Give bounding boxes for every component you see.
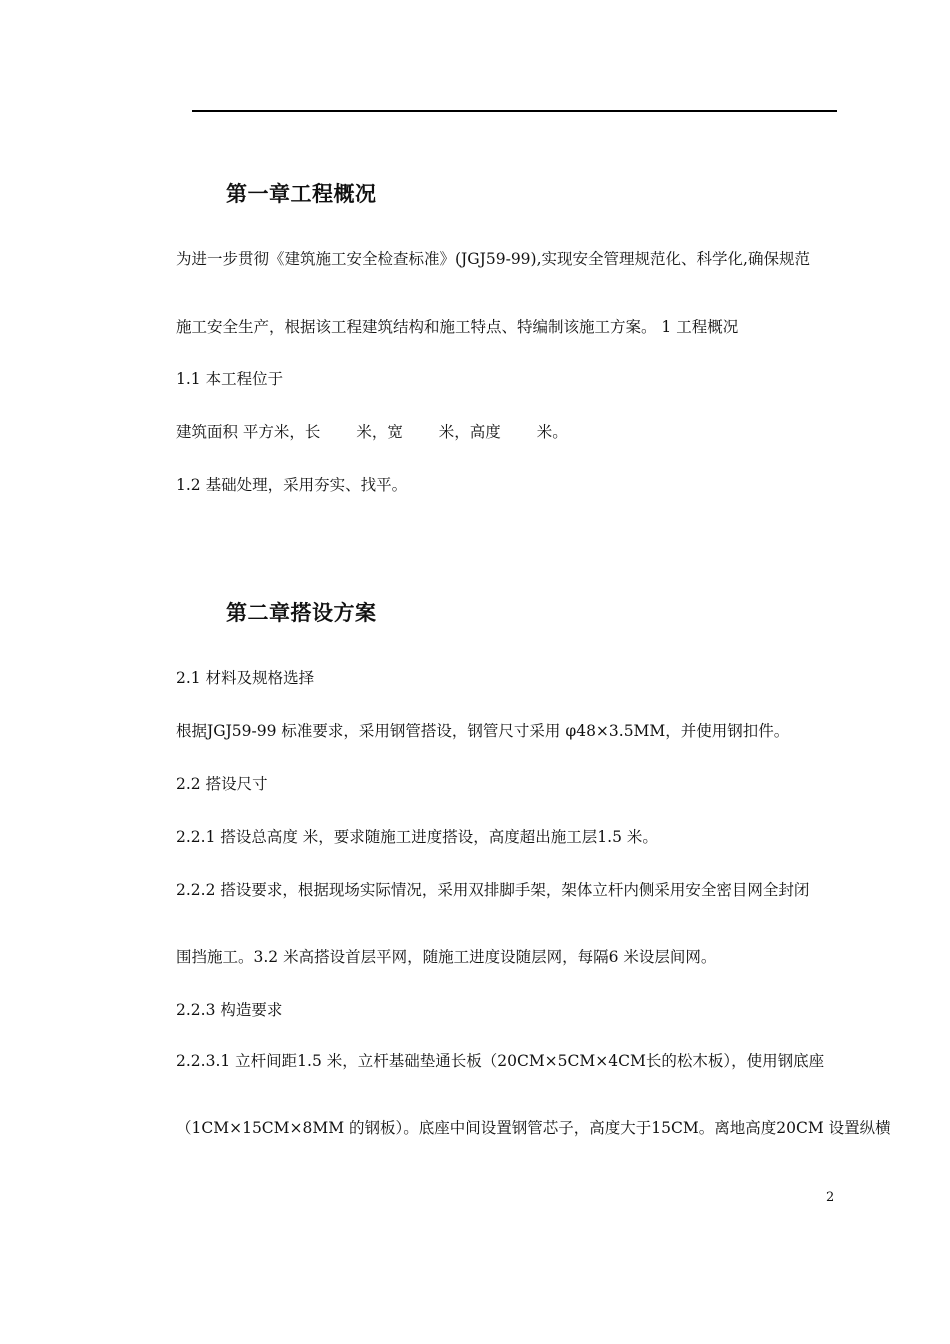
chapter-1-line-5: 1.2 基础处理，采用夯实、找平。 xyxy=(176,476,408,494)
chapter-2-line-4: 2.2.1 搭设总高度 米，要求随施工进度搭设，高度超出施工层1.5 米。 xyxy=(176,828,658,846)
chapter-2-line-3: 2.2 搭设尺寸 xyxy=(176,775,268,793)
chapter-1-line-4: 建筑面积 平方米，长 米，宽 米，高度 米。 xyxy=(176,423,568,441)
chapter-2-line-6: 围挡施工。3.2 米高搭设首层平网，随施工进度设随层网，每隔6 米设层间网。 xyxy=(176,948,717,966)
header-rule xyxy=(192,110,837,112)
page-number: 2 xyxy=(826,1190,835,1205)
chapter-2-line-7: 2.2.3 构造要求 xyxy=(176,1001,283,1019)
chapter-2-line-2: 根据JGJ59-99 标准要求，采用钢管搭设，钢管尺寸采用 φ48×3.5MM，并使用钢扣件。 xyxy=(176,722,790,740)
chapter-1-line-2: 施工安全生产，根据该工程建筑结构和施工特点、特编制该施工方案。 1 工程概况 xyxy=(176,318,739,336)
chapter-1-line-1: 为进一步贯彻《建筑施工安全检查标准》(JGJ59-99),实现安全管理规范化、科学化,确保规范 xyxy=(176,250,810,268)
chapter-1-line-3: 1.1 本工程位于 xyxy=(176,370,284,388)
chapter-2-line-1: 2.1 材料及规格选择 xyxy=(176,669,315,687)
chapter-2-line-9: （1CM×15CM×8MM 的钢板）。底座中间设置钢管芯子，高度大于15CM。离地高度20CM 设置纵横 xyxy=(176,1119,891,1137)
chapter-2-heading: 第二章搭设方案 xyxy=(226,601,377,625)
chapter-2-line-8: 2.2.3.1 立杆间距1.5 米，立杆基础垫通长板（20CM×5CM×4CM长的松木板），使用钢底座 xyxy=(176,1052,825,1070)
chapter-1-heading: 第一章工程概况 xyxy=(226,182,377,206)
chapter-2-line-5: 2.2.2 搭设要求，根据现场实际情况，采用双排脚手架，架体立杆内侧采用安全密目网全封闭 xyxy=(176,881,810,899)
